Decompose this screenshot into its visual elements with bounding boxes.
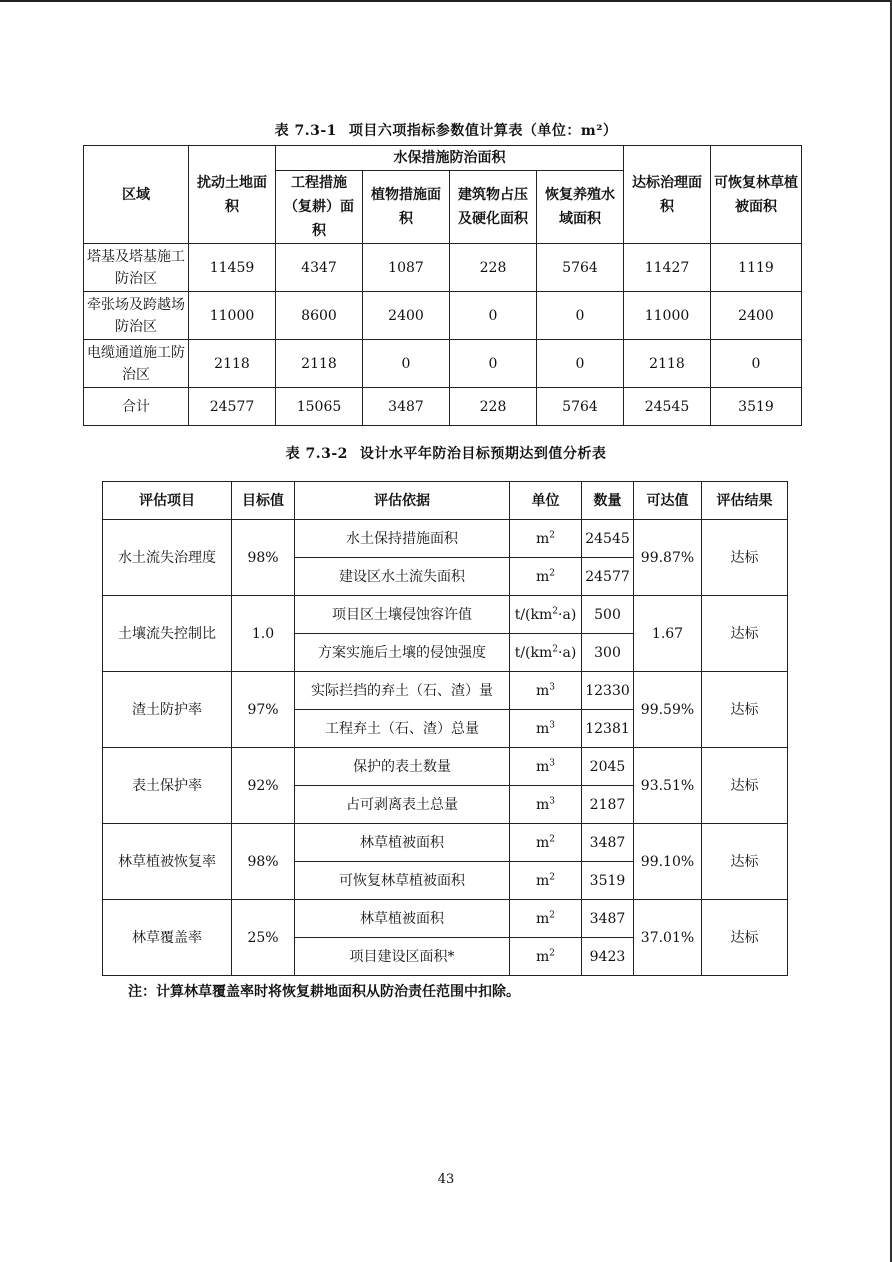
basis-cell: 项目区土壤侵蚀容许值 [295, 596, 510, 634]
page-number: 43 [437, 1172, 455, 1187]
header-eval-item: 评估项目 [103, 482, 232, 520]
basis-cell: 项目建设区面积* [295, 938, 510, 976]
table1-region-cell: 塔基及塔基施工防治区 [84, 244, 189, 292]
quantity-cell: 12381 [582, 710, 634, 748]
table2-row [103, 672, 788, 710]
unit-base: t/(km [514, 606, 553, 623]
unit-base: m [535, 568, 550, 585]
unit-exponent: 2 [549, 947, 555, 958]
table1-value-cell: 11427 [624, 244, 711, 292]
header-target: 目标值 [232, 482, 295, 520]
unit-base: m [535, 872, 550, 889]
table2-caption-text: 设计水平年防治目标预期达到值分析表 [359, 446, 607, 462]
table1-region-cell: 合计 [84, 388, 189, 426]
unit-cell [510, 672, 582, 710]
target-value-cell: 25% [232, 900, 295, 976]
basis-cell: 可恢复林草植被面积 [295, 862, 510, 900]
table1-caption-text: 项目六项指标参数值计算表（单位：m²） [348, 123, 618, 139]
achievable-value-cell: 1.67 [634, 596, 702, 672]
basis-cell: 水土保持措施面积 [295, 520, 510, 558]
basis-cell: 方案实施后土壤的侵蚀强度 [295, 634, 510, 672]
table1-value-cell: 11459 [189, 244, 276, 292]
achievable-value-cell: 99.10% [634, 824, 702, 900]
unit-cell [510, 824, 582, 862]
table1-value-cell: 24545 [624, 388, 711, 426]
quantity-cell: 9423 [582, 938, 634, 976]
table1-region-cell: 电缆通道施工防治区 [84, 340, 189, 388]
quantity-cell: 500 [582, 596, 634, 634]
header-unit: 单位 [510, 482, 582, 520]
quantity-cell: 3487 [582, 824, 634, 862]
unit-exponent: 2 [549, 909, 555, 920]
target-value-cell: 98% [232, 824, 295, 900]
result-cell: 达标 [702, 520, 788, 596]
eval-item-cell: 林草覆盖率 [103, 900, 232, 976]
unit-base: m [535, 758, 550, 775]
basis-cell: 林草植被面积 [295, 824, 510, 862]
unit-exponent: 2 [549, 567, 555, 578]
table2 [102, 481, 788, 976]
table1-value-cell: 1087 [363, 244, 450, 292]
unit-cell [510, 900, 582, 938]
unit-base: m [535, 720, 550, 737]
table1-value-cell: 11000 [624, 292, 711, 340]
table1-row [84, 340, 802, 388]
table1-value-cell: 2400 [711, 292, 802, 340]
table1-row [84, 244, 802, 292]
table1-value-cell: 5764 [537, 388, 624, 426]
unit-tail: ·a) [558, 644, 577, 661]
unit-cell [510, 558, 582, 596]
table1-value-cell: 0 [711, 340, 802, 388]
unit-cell [510, 862, 582, 900]
table2-row [103, 824, 788, 862]
table1-region-cell: 牵张场及跨越场防治区 [84, 292, 189, 340]
table1-value-cell: 228 [450, 244, 537, 292]
header-measures-group: 水保措施防治面积 [276, 146, 624, 171]
unit-cell [510, 634, 582, 672]
eval-item-cell: 土壤流失控制比 [103, 596, 232, 672]
footnote: 注：计算林草覆盖率时将恢复耕地面积从防治责任范围中扣除。 [128, 984, 520, 1000]
table1-value-cell: 3519 [711, 388, 802, 426]
result-cell: 达标 [702, 824, 788, 900]
table1-value-cell: 4347 [276, 244, 363, 292]
unit-exponent: 2 [549, 833, 555, 844]
quantity-cell: 24577 [582, 558, 634, 596]
achievable-value-cell: 37.01% [634, 900, 702, 976]
header-region: 区域 [84, 146, 189, 244]
table2-row [103, 520, 788, 558]
unit-base: m [535, 948, 550, 965]
unit-cell [510, 596, 582, 634]
quantity-cell: 3519 [582, 862, 634, 900]
table1-body [84, 244, 802, 426]
eval-item-cell: 表土保护率 [103, 748, 232, 824]
table2-row [103, 900, 788, 938]
unit-exponent: 3 [549, 795, 555, 806]
unit-exponent: 2 [552, 643, 559, 654]
result-cell: 达标 [702, 748, 788, 824]
target-value-cell: 1.0 [232, 596, 295, 672]
target-value-cell: 97% [232, 672, 295, 748]
header-engineering: 工程措施（复耕）面积 [276, 171, 363, 244]
header-building: 建筑物占压及硬化面积 [450, 171, 537, 244]
basis-cell: 林草植被面积 [295, 900, 510, 938]
header-aquaculture: 恢复养殖水域面积 [537, 171, 624, 244]
unit-exponent: 2 [549, 871, 555, 882]
table1-value-cell: 0 [363, 340, 450, 388]
table1-caption-number: 表 7.3-1 [274, 123, 337, 139]
basis-cell: 工程弃土（石、渣）总量 [295, 710, 510, 748]
table1-value-cell: 24577 [189, 388, 276, 426]
unit-base: m [535, 834, 550, 851]
table1-value-cell: 2118 [276, 340, 363, 388]
unit-exponent: 3 [549, 719, 555, 730]
unit-base: t/(km [514, 644, 553, 661]
header-quantity: 数量 [582, 482, 634, 520]
quantity-cell: 2045 [582, 748, 634, 786]
unit-base: m [535, 682, 550, 699]
table1-value-cell: 1119 [711, 244, 802, 292]
eval-item-cell: 渣土防护率 [103, 672, 232, 748]
achievable-value-cell: 99.87% [634, 520, 702, 596]
unit-exponent: 3 [549, 681, 555, 692]
unit-cell [510, 520, 582, 558]
table1-value-cell: 0 [450, 340, 537, 388]
table2-row [103, 748, 788, 786]
table2-row [103, 596, 788, 634]
unit-exponent: 3 [549, 757, 555, 768]
header-plant: 植物措施面积 [363, 171, 450, 244]
unit-base: m [535, 910, 550, 927]
unit-exponent: 2 [552, 605, 559, 616]
unit-tail: ·a) [558, 606, 577, 623]
header-disturbed-area: 扰动土地面积 [189, 146, 276, 244]
table2-caption [0, 443, 892, 463]
header-treated-area: 达标治理面积 [624, 146, 711, 244]
table1-value-cell: 3487 [363, 388, 450, 426]
basis-cell: 建设区水土流失面积 [295, 558, 510, 596]
table1-value-cell: 228 [450, 388, 537, 426]
basis-cell: 实际拦挡的弃土（石、渣）量 [295, 672, 510, 710]
table1-row [84, 388, 802, 426]
unit-cell [510, 786, 582, 824]
quantity-cell: 300 [582, 634, 634, 672]
top-border-line [0, 0, 892, 2]
unit-cell [510, 748, 582, 786]
result-cell: 达标 [702, 596, 788, 672]
table1-value-cell: 5764 [537, 244, 624, 292]
table2-caption-number: 表 7.3-2 [285, 446, 348, 462]
unit-base: m [535, 796, 550, 813]
quantity-cell: 24545 [582, 520, 634, 558]
achievable-value-cell: 99.59% [634, 672, 702, 748]
quantity-cell: 2187 [582, 786, 634, 824]
header-basis: 评估依据 [295, 482, 510, 520]
table2-body [103, 520, 788, 976]
target-value-cell: 92% [232, 748, 295, 824]
result-cell: 达标 [702, 672, 788, 748]
table1-row [84, 292, 802, 340]
unit-cell [510, 938, 582, 976]
target-value-cell: 98% [232, 520, 295, 596]
table1-value-cell: 0 [537, 292, 624, 340]
header-restorable-vegetation: 可恢复林草植被面积 [711, 146, 802, 244]
table1-value-cell: 8600 [276, 292, 363, 340]
table1-value-cell: 2400 [363, 292, 450, 340]
table1-value-cell: 2118 [189, 340, 276, 388]
table1-value-cell: 2118 [624, 340, 711, 388]
table1-value-cell: 0 [537, 340, 624, 388]
table1 [83, 145, 802, 426]
unit-cell [510, 710, 582, 748]
achievable-value-cell: 93.51% [634, 748, 702, 824]
basis-cell: 占可剥离表土总量 [295, 786, 510, 824]
unit-exponent: 2 [549, 529, 555, 540]
unit-base: m [535, 530, 550, 547]
result-cell: 达标 [702, 900, 788, 976]
table1-value-cell: 0 [450, 292, 537, 340]
eval-item-cell: 水土流失治理度 [103, 520, 232, 596]
header-result: 评估结果 [702, 482, 788, 520]
table1-value-cell: 15065 [276, 388, 363, 426]
table1-value-cell: 11000 [189, 292, 276, 340]
table1-caption [0, 120, 892, 140]
quantity-cell: 12330 [582, 672, 634, 710]
eval-item-cell: 林草植被恢复率 [103, 824, 232, 900]
basis-cell: 保护的表土数量 [295, 748, 510, 786]
quantity-cell: 3487 [582, 900, 634, 938]
header-achievable: 可达值 [634, 482, 702, 520]
